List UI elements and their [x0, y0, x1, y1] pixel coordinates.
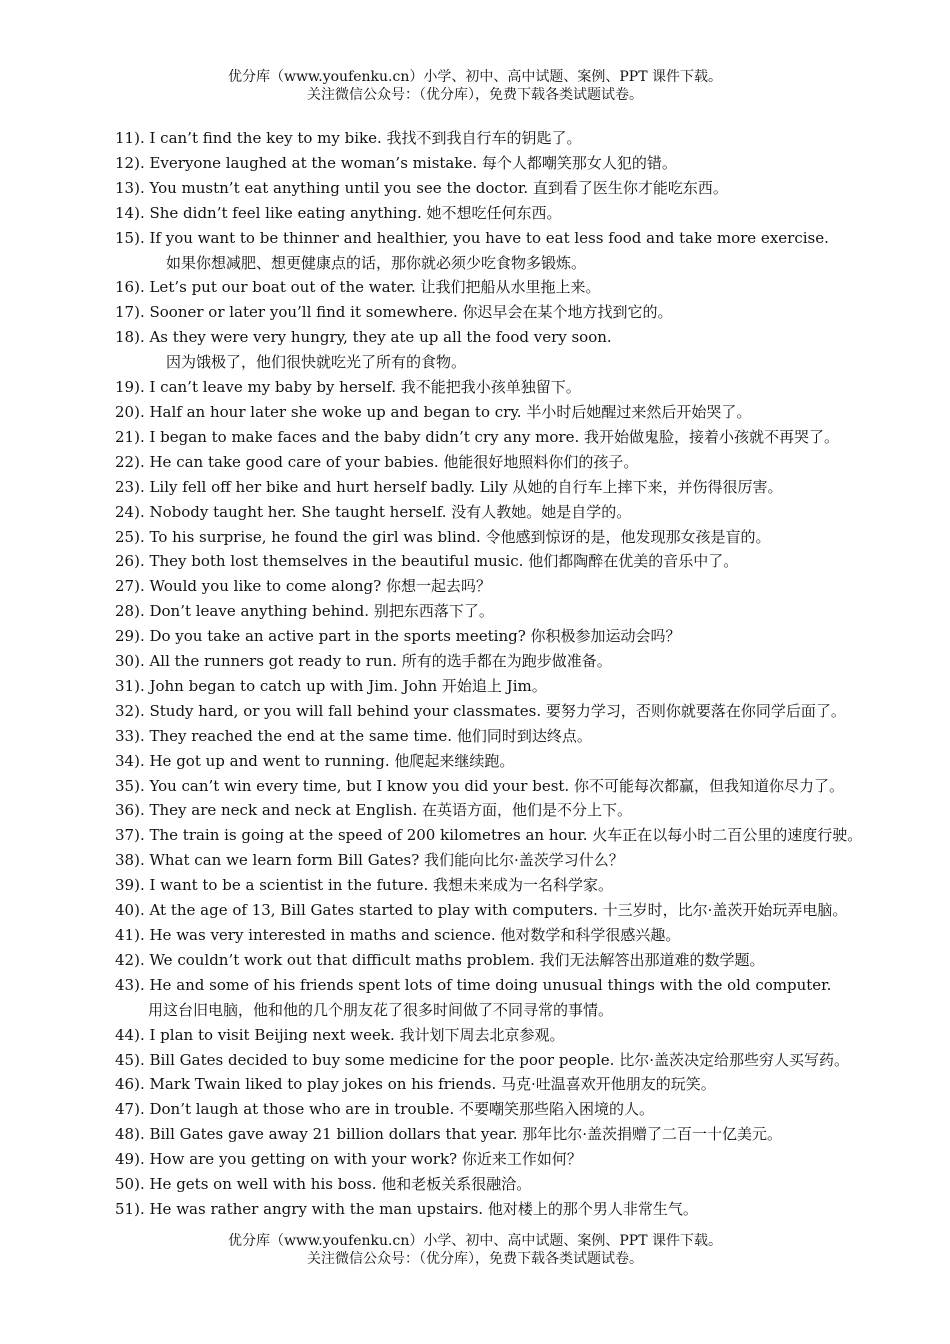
sentence-item	[115, 599, 915, 624]
footer-line-1: 优分库（www.youfenku.cn）小学、初中、高中试题、案例、PPT 课件下载。	[227, 1233, 722, 1249]
header-line-1: 优分库（www.youfenku.cn）小学、初中、高中试题、案例、PPT 课件下载。	[227, 69, 722, 85]
sentence-item	[115, 848, 915, 873]
sentence-item	[115, 948, 915, 973]
sentence-item	[115, 300, 915, 325]
sentence-text: 43). He and some of his friends spent lots of time doing unusual things with the old computer.	[115, 975, 832, 994]
sentence-item	[115, 798, 915, 823]
sentence-text: 17). Sooner or later you’ll find it somewhere. 你迟早会在某个地方找到它的。	[115, 303, 673, 322]
sentence-text: 11). I can’t find the key to my bike. 我找不到我自行车的钥匙了。	[115, 129, 582, 147]
sentence-item	[115, 674, 915, 699]
sentence-text: 22). He can take good care of your babies. 他能很好地照料你们的孩子。	[115, 452, 639, 471]
sentence-text: 42). We couldn’t work out that difficult maths problem. 我们无法解答出那道难的数学题。	[115, 950, 765, 969]
sentence-text: 51). He was rather angry with the man upstairs. 他对楼上的那个男人非常生气。	[115, 1199, 698, 1218]
sentence-text: 37). The train is going at the speed of 200 kilometres an hour. 火车正在以每小时二百公里的速度行驶。	[115, 826, 863, 845]
sentence-text: 25). To his surprise, he found the girl was blind. 令他感到惊讶的是，他发现那女孩是盲的。	[115, 527, 771, 546]
sentence-item	[115, 724, 915, 749]
sentence-item	[115, 201, 915, 226]
sentence-text: 15). If you want to be thinner and healthier, you have to eat less food and take more exercise.	[115, 228, 829, 247]
sentence-text: 35). You can’t win every time, but I know you did your best. 你不可能每次都赢，但我知道你尽力了。	[115, 776, 844, 795]
sentence-text: 27). Would you like to come along? 你想一起去吗？	[115, 577, 491, 596]
sentence-item	[115, 325, 915, 375]
sentence-text: 36). They are neck and neck at English. 在英语方面，他们是不分上下。	[115, 801, 633, 820]
page-footer	[0, 1232, 950, 1268]
sentence-text: 23). Lily fell off her bike and hurt herself badly. Lily 从她的自行车上摔下来，并伤得很厉害。	[115, 477, 783, 496]
sentence-text: 34). He got up and went to running. 他爬起来继续跑。	[115, 751, 515, 770]
page-header	[0, 68, 950, 104]
sentence-text: 18). As they were very hungry, they ate up all the food very soon.	[115, 328, 612, 347]
sentence-text: 44). I plan to visit Beijing next week. 我计划下周去北京参观。	[115, 1025, 565, 1044]
sentence-text: 46). Mark Twain liked to play jokes on his friends. 马克·吐温喜欢开他朋友的玩笑。	[115, 1075, 716, 1094]
sentence-text: 38). What can we learn form Bill Gates? 我们能向比尔·盖茨学习什么？	[115, 851, 624, 870]
sentence-translation: 因为饿极了，他们很快就吃光了所有的食物。	[166, 353, 467, 372]
sentence-text: 14). She didn’t feel like eating anything. 她不想吃任何东西。	[115, 203, 562, 222]
sentence-item	[115, 749, 915, 774]
sentence-text: 19). I can’t leave my baby by herself. 我不能把我小孩单独留下。	[115, 378, 581, 397]
sentence-item	[115, 1023, 915, 1048]
sentence-item	[115, 1147, 915, 1172]
sentence-item	[115, 275, 915, 300]
sentence-item	[115, 649, 915, 674]
sentence-item	[115, 525, 915, 550]
sentence-text: 24). Nobody taught her. She taught herself. 没有人教她。她是自学的。	[115, 502, 632, 521]
sentence-item	[115, 699, 915, 724]
sentence-text: 33). They reached the end at the same time. 他们同时到达终点。	[115, 726, 592, 745]
sentence-item	[115, 425, 915, 450]
sentence-item	[115, 450, 915, 475]
sentence-item	[115, 973, 915, 1023]
sentence-item	[115, 574, 915, 599]
sentence-list	[115, 126, 915, 1222]
sentence-item	[115, 624, 915, 649]
sentence-translation: 如果你想减肥、想更健康点的话，那你就必须少吃食物多锻炼。	[166, 253, 587, 272]
sentence-item	[115, 375, 915, 400]
sentence-text: 26). They both lost themselves in the beautiful music. 他们都陶醉在优美的音乐中了。	[115, 552, 739, 571]
sentence-item	[115, 151, 915, 176]
sentence-text: 41). He was very interested in maths and science. 他对数学和科学很感兴趣。	[115, 926, 681, 944]
sentence-text: 45). Bill Gates decided to buy some medicine for the poor people. 比尔·盖茨决定给那些穷人买写药。	[115, 1050, 849, 1069]
sentence-text: 40). At the age of 13, Bill Gates started to play with computers. 十三岁时，比尔·盖茨开始玩弄电脑。	[115, 901, 848, 920]
sentence-item	[115, 1072, 915, 1097]
sentence-item	[115, 873, 915, 898]
sentence-text: 13). You mustn’t eat anything until you see the doctor. 直到看了医生你才能吃东西。	[115, 178, 728, 197]
sentence-item	[115, 898, 915, 923]
sentence-item	[115, 226, 915, 276]
sentence-text: 28). Don’t leave anything behind. 别把东西落下了。	[115, 602, 494, 621]
sentence-item	[115, 400, 915, 425]
sentence-text: 29). Do you take an active part in the sports meeting? 你积极参加运动会吗？	[115, 627, 681, 646]
sentence-text: 49). How are you getting on with your work? 你近来工作如何？	[115, 1150, 582, 1169]
sentence-text: 20). Half an hour later she woke up and began to cry. 半小时后她醒过来然后开始哭了。	[115, 402, 752, 421]
sentence-item	[115, 176, 915, 201]
sentence-item	[115, 1122, 915, 1147]
sentence-item	[115, 774, 915, 799]
sentence-text: 50). He gets on well with his boss. 他和老板关系很融洽。	[115, 1175, 532, 1194]
sentence-item	[115, 126, 915, 151]
sentence-text: 32). Study hard, or you will fall behind your classmates. 要努力学习，否则你就要落在你同学后面了。	[115, 701, 846, 720]
sentence-item	[115, 549, 915, 574]
sentence-item	[115, 1172, 915, 1197]
sentence-item	[115, 1097, 915, 1122]
footer-line-2: 关注微信公众号：（优分库），免费下载各类试题试卷。	[307, 1251, 643, 1267]
sentence-item	[115, 1197, 915, 1222]
sentence-item	[115, 500, 915, 525]
sentence-text: 47). Don’t laugh at those who are in trouble. 不要嘲笑那些陷入困境的人。	[115, 1100, 654, 1119]
sentence-text: 16). Let’s put our boat out of the water. 让我们把船从水里拖上来。	[115, 278, 601, 297]
sentence-item	[115, 1048, 915, 1073]
sentence-item	[115, 475, 915, 500]
sentence-item	[115, 923, 915, 948]
sentence-item	[115, 823, 915, 848]
sentence-text: 21). I began to make faces and the baby didn’t cry any more. 我开始做鬼脸，接着小孩就不再哭了。	[115, 427, 840, 446]
sentence-translation: 用这台旧电脑，他和他的几个朋友花了很多时间做了不同寻常的事情。	[148, 1000, 614, 1019]
sentence-text: 39). I want to be a scientist in the future. 我想未来成为一名科学家。	[115, 876, 613, 895]
sentence-text: 12). Everyone laughed at the woman’s mistake. 每个人都嘲笑那女人犯的错。	[115, 153, 677, 172]
header-line-2: 关注微信公众号：（优分库），免费下载各类试题试卷。	[307, 87, 643, 103]
sentence-text: 48). Bill Gates gave away 21 billion dollars that year. 那年比尔·盖茨捐赠了二百一十亿美元。	[115, 1125, 783, 1144]
sentence-text: 31). John began to catch up with Jim. John 开始追上 Jim。	[115, 676, 547, 695]
sentence-text: 30). All the runners got ready to run. 所有的选手都在为跑步做准备。	[115, 652, 612, 671]
